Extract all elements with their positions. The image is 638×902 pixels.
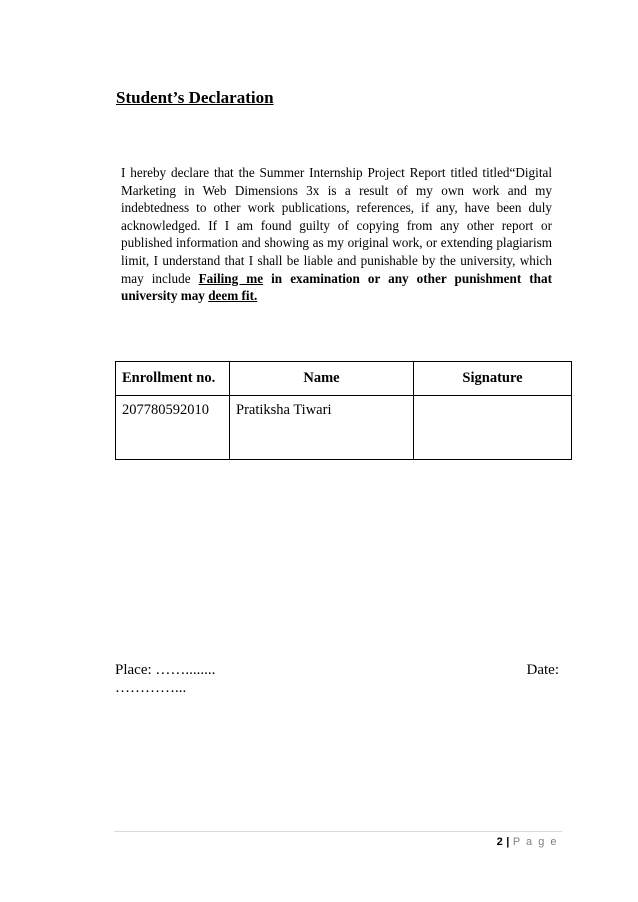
header-signature: Signature [414,362,572,396]
date-label: Date: [526,662,559,678]
declaration-emphasis-deem: deem fit. [208,288,258,304]
table-row [116,396,572,460]
cell-signature [414,396,572,460]
cell-name: Pratiksha Tiwari [230,396,414,460]
declaration-emphasis-failing: Failing me [198,270,264,286]
header-name: Name [230,362,414,396]
declaration-paragraph [121,164,552,305]
table-header-row [116,362,572,396]
student-details-table [115,361,572,460]
date-dots: …………... [115,680,187,696]
page-heading: Student’s Declaration [116,88,274,107]
page-footer [497,836,558,848]
header-enrollment: Enrollment no. [116,362,230,396]
cell-enrollment: 207780592010 [116,396,230,460]
footer-divider [114,831,562,832]
footer-separator: | [506,836,511,848]
place-line: Place: ……........ [115,662,216,678]
page-number: 2 [496,836,505,848]
declaration-text: I hereby declare that the Summer Internship Project Report titled titled“Digital Marketing in Web Dimensions 3x is a result of my own work and my indebtedness to other work publications, references, if any, have been duly acknowledged. If I am found guilty of copying from any other report or published information and showing as my original work, or extending plagiarism limit, I understand that I shall be liable and punishable by the university, which may include [121,165,552,286]
page-word: P a g e [512,836,558,848]
declaration-emphasis-middle: in examination or any other punishment that university may [121,270,552,304]
